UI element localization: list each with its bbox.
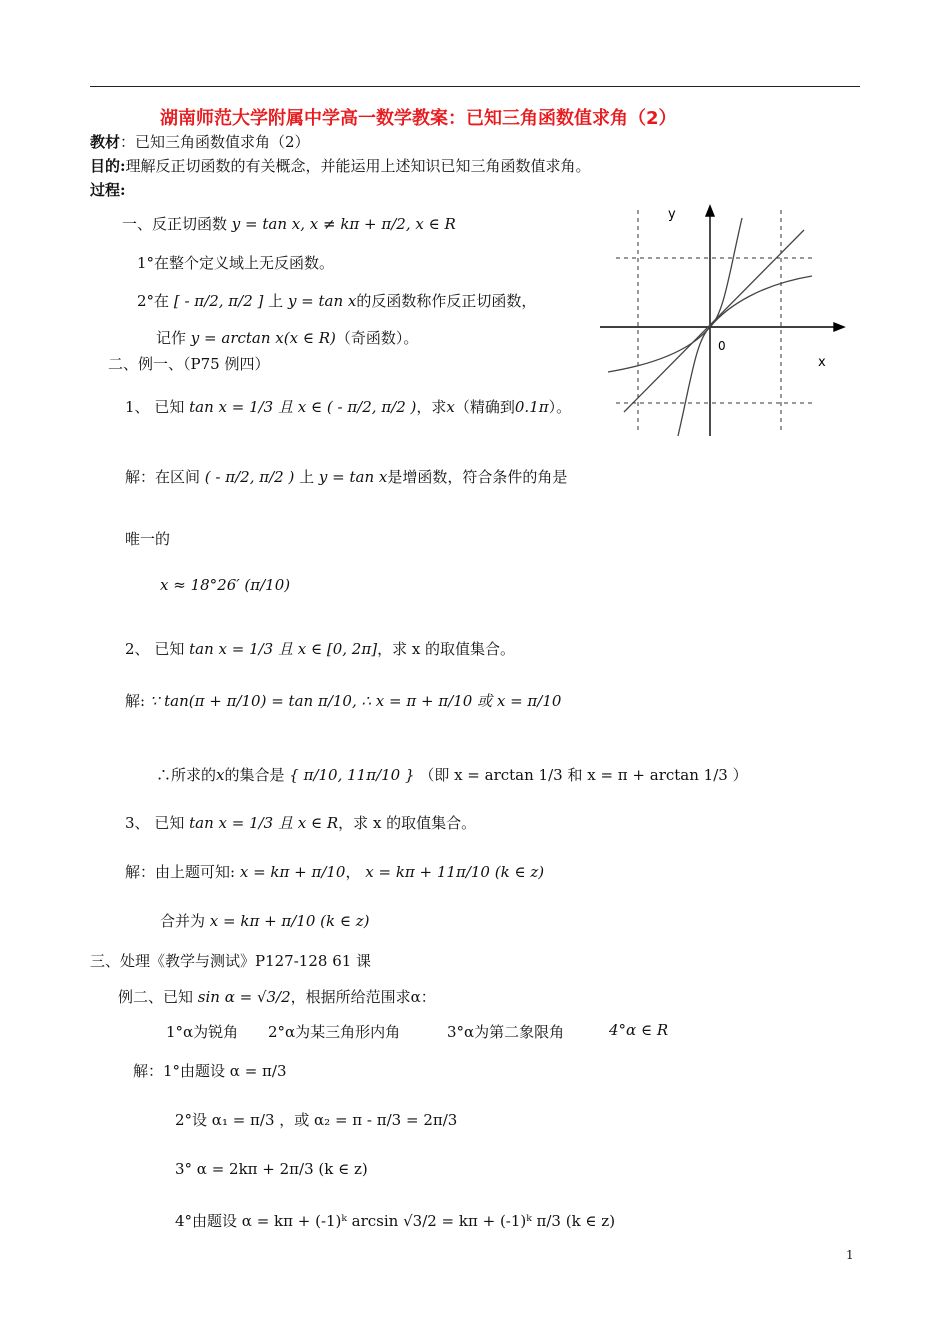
- ex1-precision: 0.1π: [514, 398, 549, 416]
- item2-prefix: 2°在: [137, 292, 170, 310]
- example2-statement: [118, 986, 436, 1007]
- case-3: 3°α为第二象限角: [447, 1023, 565, 1041]
- ex1-math: tan x = 1/3 且 x ∈ ( - π/2, π/2 ): [189, 398, 417, 416]
- ex2-prefix: 已知: [154, 640, 185, 658]
- material-value: ：已知三角函数值求角（2）: [120, 133, 310, 151]
- ex2-conclusion-var: x: [216, 766, 225, 784]
- ex1-num: 1、: [125, 398, 150, 416]
- graph-origin-label: 0: [718, 339, 726, 353]
- ex1-suffix-a: （精确到: [454, 398, 515, 416]
- item2-interval: [ - π/2, π/2 ]: [173, 292, 264, 310]
- note-prefix: 记作: [156, 329, 187, 347]
- page-number: 1: [846, 1248, 854, 1262]
- ex1-mid: ，求: [416, 398, 447, 416]
- ex1-sol-mid: 上: [299, 468, 315, 486]
- example2-math: sin α = √3/2: [197, 988, 291, 1006]
- example2-solution-4: 4°由题设 α = kπ + (-1)ᵏ arcsin √3/2 = kπ + (-1)ᵏ π/3 (k ∈ z): [175, 1212, 616, 1230]
- ex2-conclusion-note: （即 x = arctan 1/3 和 x = π + arctan 1/3 ）: [419, 766, 748, 784]
- ex3-num: 3、: [125, 814, 150, 832]
- graph-x-label: x: [818, 355, 826, 370]
- ex1-sol-interval: ( - π/2, π/2 ): [204, 468, 295, 486]
- ex3-solution: [125, 861, 544, 882]
- ex2-conclusion-prefix: ∴所求的: [156, 766, 217, 784]
- ex1-solution: [125, 466, 567, 487]
- ex2-conclusion-mid: 的集合是: [224, 766, 285, 784]
- ex3-sol-prefix: 解：由上题可知:: [125, 863, 236, 881]
- case-1: 1°α为锐角: [166, 1023, 239, 1041]
- ex3-merge-prefix: 合并为: [160, 912, 206, 930]
- section1-note: [156, 327, 418, 348]
- ex2-sol-math: ∵ tan(π + π/10) = tan π/10, ∴ x = π + π/10 或 x = π/10: [149, 692, 562, 710]
- goal-value: 理解反正切函数的有关概念，并能运用上述知识已知三角函数值求角。: [125, 157, 591, 175]
- ex3-merge-math: x = kπ + π/10 (k ∈ z): [209, 912, 370, 930]
- ex3-math: tan x = 1/3 且 x ∈ R: [189, 814, 339, 832]
- process-label: 过程:: [90, 181, 126, 199]
- section2-heading: 二、例一、（P75 例四）: [108, 355, 270, 373]
- section1-item2: [137, 290, 536, 311]
- section1-heading: [122, 213, 456, 234]
- ex2-suffix: ，求 x 的取值集合。: [377, 640, 516, 658]
- ex3-prefix: 已知: [154, 814, 185, 832]
- material-label: 教材: [90, 133, 121, 151]
- ex1-answer: x ≈ 18°26′ (π/10): [160, 576, 291, 594]
- ex1-statement: [125, 396, 571, 417]
- goal-label: 目的:: [90, 157, 126, 175]
- example2-solution-2: 2°设 α₁ = π/3 ，或 α₂ = π - π/3 = 2π/3: [175, 1111, 458, 1129]
- ex1-sol-suffix: 是增函数，符合条件的角是: [387, 468, 568, 486]
- ex2-math: tan x = 1/3 且 x ∈ [0, 2π]: [189, 640, 378, 658]
- ex3-sol-math1: x = kπ + π/10: [239, 863, 346, 881]
- section1-item1: 1°在整个定义域上无反函数。: [137, 254, 335, 272]
- ex3-merge: [160, 910, 370, 931]
- x-axis-arrow: [834, 323, 844, 331]
- note-math: y = arctan x(x ∈ R): [190, 329, 336, 347]
- top-rule: [90, 86, 860, 87]
- graph-y-label: y: [668, 207, 676, 222]
- ex2-num: 2、: [125, 640, 150, 658]
- ex3-statement: [125, 812, 476, 833]
- ex1-prefix: 已知: [154, 398, 185, 416]
- ex2-conclusion-set: { π/10, 11π/10 }: [289, 766, 415, 784]
- page-title: 湖南师范大学附属中学高一数学教案：已知三角函数值求角（2）: [160, 108, 677, 129]
- ex1-var: x: [446, 398, 455, 416]
- goal-line: [90, 155, 591, 176]
- ex1-suffix-b: ）。: [548, 398, 572, 416]
- section1-heading-text: 一、反正切函数: [122, 215, 228, 233]
- ex1-sol-math: y = tan x: [318, 468, 388, 486]
- ex2-conclusion: [156, 764, 748, 785]
- ex2-sol-prefix: 解:: [125, 692, 146, 710]
- material-line: [90, 131, 310, 152]
- ex3-sol-sep: ，: [345, 863, 361, 881]
- example2-solution-1: 解：1°由题设 α = π/3: [133, 1062, 287, 1080]
- example2-prefix: 例二、已知: [118, 988, 194, 1006]
- arctan-graph: [596, 200, 852, 440]
- case-4: 4°α ∈ R: [609, 1021, 669, 1039]
- ex1-sol-line2: 唯一的: [125, 530, 171, 548]
- item2-mid: 上: [268, 292, 284, 310]
- ex2-solution: [125, 690, 561, 711]
- item2-suffix: 的反函数称作反正切函数，: [356, 292, 537, 310]
- ex2-statement: [125, 638, 515, 659]
- case-2: 2°α为某三角形内角: [268, 1023, 401, 1041]
- item2-math: y = tan x: [287, 292, 357, 310]
- example2-solution-3: 3° α = 2kπ + 2π/3 (k ∈ z): [175, 1160, 368, 1178]
- ex3-sol-math2: x = kπ + 11π/10 (k ∈ z): [365, 863, 545, 881]
- section3-heading: 三、处理《教学与测试》P127-128 61 课: [90, 952, 372, 970]
- note-suffix: （奇函数）。: [335, 329, 419, 347]
- ex3-suffix: ，求 x 的取值集合。: [338, 814, 477, 832]
- y-axis-arrow: [706, 206, 714, 216]
- example2-suffix: ，根据所给范围求α：: [290, 988, 436, 1006]
- section1-heading-math: y = tan x, x ≠ kπ + π/2, x ∈ R: [231, 215, 456, 233]
- ex1-sol-prefix: 解：在区间: [125, 468, 201, 486]
